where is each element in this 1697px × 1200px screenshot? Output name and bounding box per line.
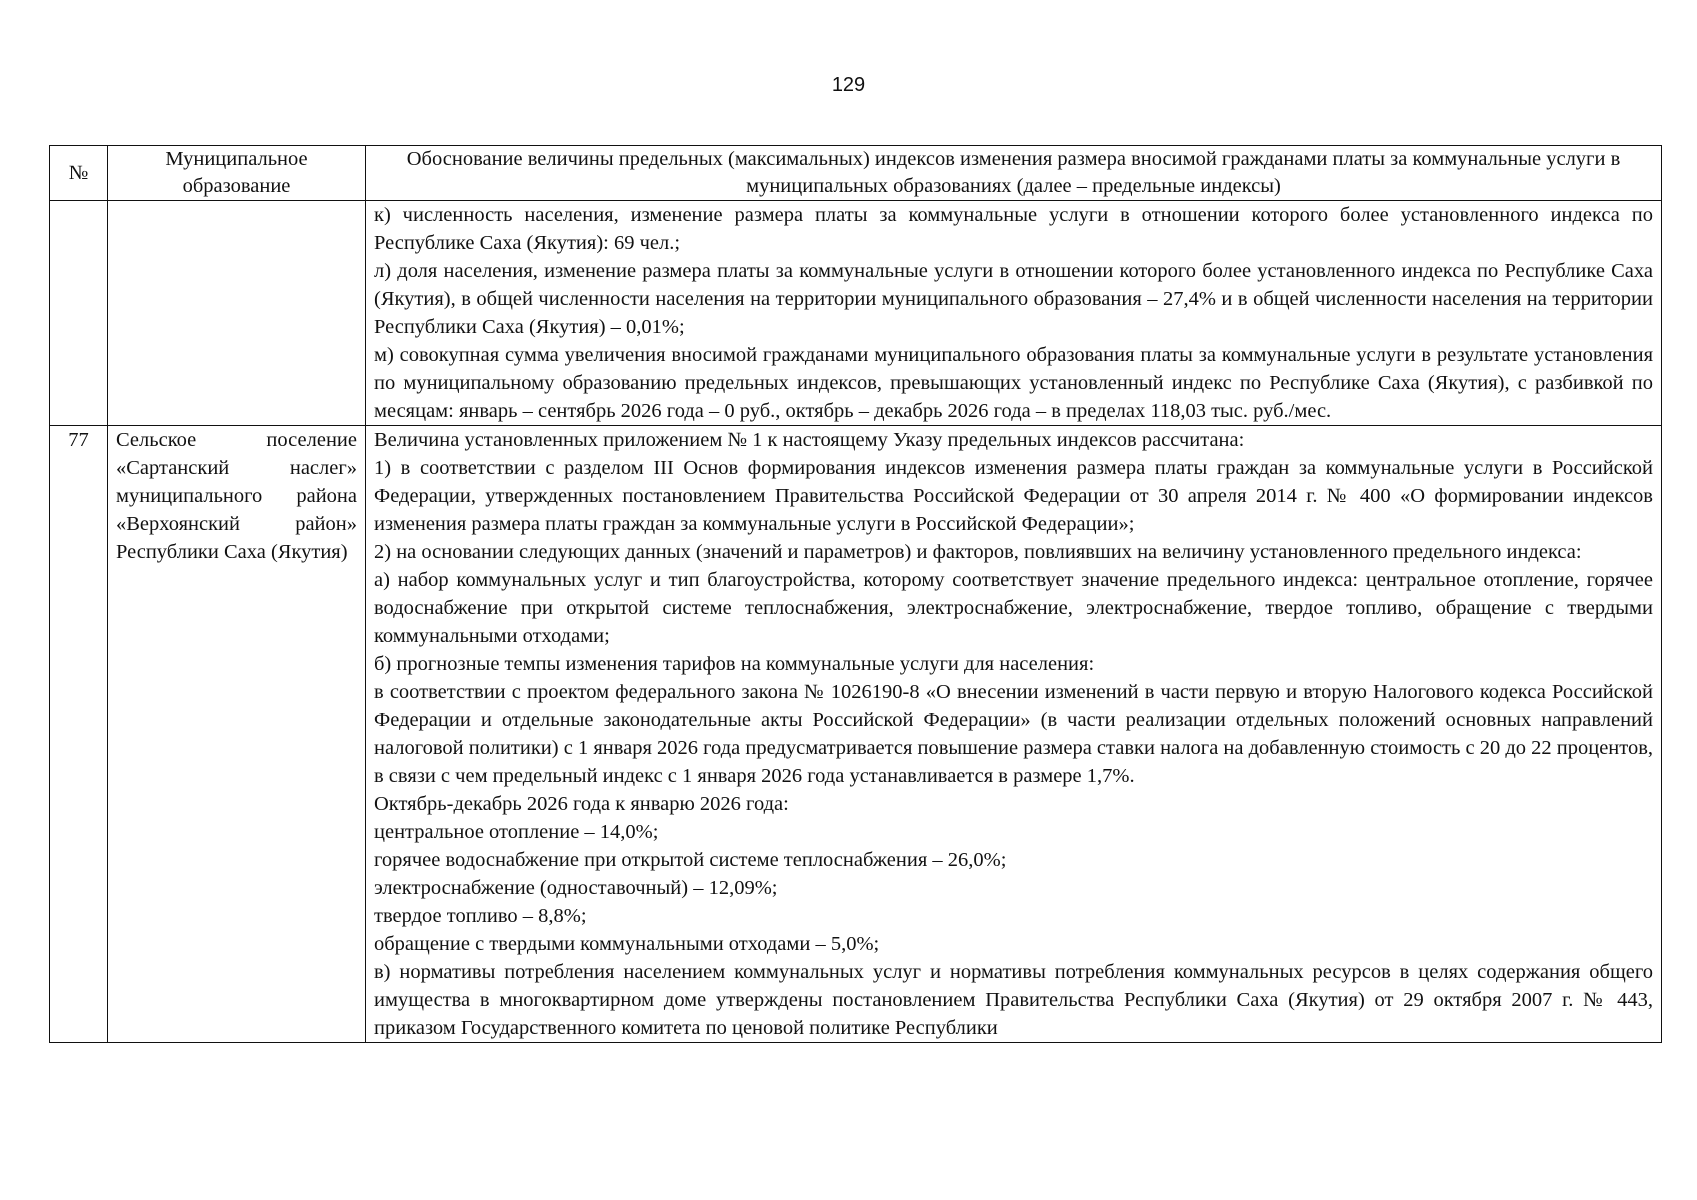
paragraph: обращение с твердыми коммунальными отходами – 5,0%; — [374, 933, 880, 955]
table-row — [50, 426, 1662, 1043]
paragraph: 1) в соответствии с разделом III Основ формирования индексов изменения размера платы граждан за коммунальные услуги в Российской Федерации, утвержденных постановлением Правительства Российской Федерации от 30 апреля 2014 г. № 400 «О формировании индексов изменения размера платы граждан за коммунальные услуги в Российской Федерации»; — [374, 457, 1653, 535]
header-municipality: Муниципальное образование — [108, 146, 366, 201]
paragraph: горячее водоснабжение при открытой системе теплоснабжения – 26,0%; — [374, 849, 1007, 871]
paragraph: 2) на основании следующих данных (значений и параметров) и факторов, повлиявших на величину установленного предельного индекса: — [374, 541, 1582, 563]
paragraph: в) нормативы потребления населением коммунальных услуг и нормативы потребления коммунальных ресурсов в целях содержания общего имущества в многоквартирном доме утверждены постановлением Правительства Республики Саха (Якутия) от 29 октября 2007 г. № 443, приказом Государственного комитета по ценовой политике Республики — [374, 961, 1653, 1039]
page-number: 129 — [831, 74, 866, 96]
header-number: № — [50, 146, 108, 201]
paragraph: Октябрь-декабрь 2026 года к январю 2026 года: — [374, 793, 789, 815]
table-header-row — [50, 146, 1662, 201]
paragraph: центральное отопление – 14,0%; — [374, 821, 659, 843]
paragraph: твердое топливо – 8,8%; — [374, 905, 587, 927]
paragraph: а) набор коммунальных услуг и тип благоустройства, которому соответствует значение предельного индекса: центральное отопление, горячее водоснабжение при открытой системе теплоснабжения, электроснабжение, электроснабжение, твердое топливо, обращение с твердыми коммунальными отходами; — [374, 569, 1653, 647]
row-municipality: Сельское поселение «Сартанский наслег» муниципального района «Верхоянский район» Республики Саха (Якутия) — [108, 426, 366, 1043]
paragraph: в соответствии с проектом федерального закона № 1026190-8 «О внесении изменений в части первую и вторую Налогового кодекса Российской Федерации и отдельные законодательные акты Российской Федерации» (в части реализации отдельных положений основных направлений налоговой политики) с 1 января 2026 года предусматривается повышение размера ставки налога на добавленную стоимость с 20 до 22 процентов, в связи с чем предельный индекс с 1 января 2026 года устанавливается в размере 1,7%. — [374, 681, 1654, 787]
paragraph: м) совокупная сумма увеличения вносимой гражданами муниципального образования платы за коммунальные услуги в результате установления по муниципальному образованию предельных индексов, превышающих установленный индекс по Республике Саха (Якутия), с разбивкой по месяцам: январь – сентябрь 2026 года – 0 руб., октябрь – декабрь 2026 года – в пределах 118,03 тыс. руб./мес. — [374, 344, 1653, 422]
row-justification — [366, 426, 1662, 1043]
header-justification: Обоснование величины предельных (максимальных) индексов изменения размера вносимой гражданами платы за коммунальные услуги в муниципальных образованиях (далее – предельные индексы) — [366, 146, 1662, 201]
paragraph: л) доля населения, изменение размера платы за коммунальные услуги в отношении которого более установленного индекса по Республике Саха (Якутия), в общей численности населения на территории муниципального образования – 27,4% и в общей численности населения на территории Республики Саха (Якутия) – 0,01%; — [374, 260, 1653, 338]
paragraph: электроснабжение (одноставочный) – 12,09%; — [374, 877, 778, 899]
paragraph: б) прогнозные темпы изменения тарифов на коммунальные услуги для населения: — [374, 653, 1095, 675]
row-municipality — [108, 201, 366, 426]
row-number: 77 — [50, 426, 108, 1043]
row-justification — [366, 201, 1662, 426]
paragraph: Величина установленных приложением № 1 к настоящему Указу предельных индексов рассчитана: — [374, 429, 1245, 451]
indices-justification-table — [49, 145, 1662, 1043]
paragraph: к) численность населения, изменение размера платы за коммунальные услуги в отношении которого более установленного индекса по Республике Саха (Якутия): 69 чел.; — [374, 204, 1653, 254]
table-row — [50, 201, 1662, 426]
row-number — [50, 201, 108, 426]
